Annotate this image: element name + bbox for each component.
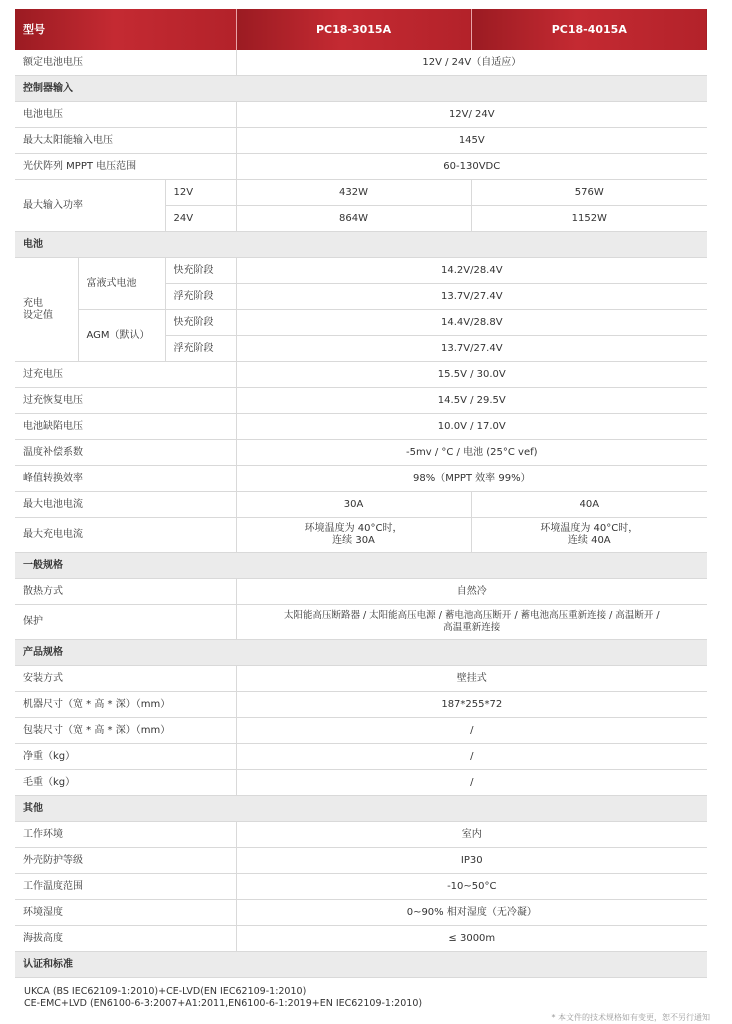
row-value: ≤ 3000m bbox=[236, 926, 707, 952]
table-row bbox=[15, 926, 707, 952]
model-col-1: PC18-3015A bbox=[236, 9, 471, 50]
row-label: 安装方式 bbox=[15, 666, 236, 692]
table-row bbox=[15, 666, 707, 692]
row-value: / bbox=[236, 744, 707, 770]
section-title: 认证和标准 bbox=[15, 952, 707, 978]
stage-label: 快充阶段 bbox=[165, 258, 236, 284]
row-sublabel: 24V bbox=[165, 206, 236, 232]
section-title: 其他 bbox=[15, 796, 707, 822]
row-label: 峰值转换效率 bbox=[15, 466, 236, 492]
spec-sheet bbox=[15, 9, 707, 978]
row-label: 温度补偿系数 bbox=[15, 440, 236, 466]
row-label: 过充电压 bbox=[15, 362, 236, 388]
stage-label: 快充阶段 bbox=[165, 310, 236, 336]
row-label: 海拔高度 bbox=[15, 926, 236, 952]
row-value: 12V/ 24V bbox=[236, 102, 707, 128]
model-col-2: PC18-4015A bbox=[471, 9, 707, 50]
section-header bbox=[15, 76, 707, 102]
section-header bbox=[15, 640, 707, 666]
row-value: 1152W bbox=[471, 206, 707, 232]
row-label: 散热方式 bbox=[15, 579, 236, 605]
section-header bbox=[15, 796, 707, 822]
row-value: 187*255*72 bbox=[236, 692, 707, 718]
row-value: 环境温度为 40°C时， 连续 30A bbox=[236, 518, 471, 553]
row-label: 外壳防护等级 bbox=[15, 848, 236, 874]
row-value: -5mv / °C / 电池 (25°C vef) bbox=[236, 440, 707, 466]
row-value: 0~90% 相对湿度（无冷凝） bbox=[236, 900, 707, 926]
section-title: 一般规格 bbox=[15, 553, 707, 579]
row-label: 环境湿度 bbox=[15, 900, 236, 926]
row-label: 包装尺寸（宽 * 高 * 深）（mm） bbox=[15, 718, 236, 744]
row-value: 60-130VDC bbox=[236, 154, 707, 180]
table-row bbox=[15, 900, 707, 926]
table-row bbox=[15, 874, 707, 900]
row-value: 432W bbox=[236, 180, 471, 206]
table-row bbox=[15, 50, 707, 76]
row-label: 额定电池电压 bbox=[15, 50, 236, 76]
table-row bbox=[15, 128, 707, 154]
row-label: 过充恢复电压 bbox=[15, 388, 236, 414]
row-value: 13.7V/27.4V bbox=[236, 284, 707, 310]
stage-label: 浮充阶段 bbox=[165, 284, 236, 310]
row-label: 最大充电电流 bbox=[15, 518, 236, 553]
row-value: 15.5V / 30.0V bbox=[236, 362, 707, 388]
table-row bbox=[15, 154, 707, 180]
table-row bbox=[15, 579, 707, 605]
spec-table bbox=[15, 9, 707, 978]
table-row bbox=[15, 744, 707, 770]
battery-type-label: 富液式电池 bbox=[78, 258, 165, 310]
table-row bbox=[15, 180, 707, 206]
table-row bbox=[15, 518, 707, 553]
row-value: 环境温度为 40°C时， 连续 40A bbox=[471, 518, 707, 553]
battery-type-label: AGM（默认） bbox=[78, 310, 165, 362]
table-row bbox=[15, 362, 707, 388]
row-value: 14.2V/28.4V bbox=[236, 258, 707, 284]
row-value: 自然冷 bbox=[236, 579, 707, 605]
table-row bbox=[15, 102, 707, 128]
row-value: 14.4V/28.8V bbox=[236, 310, 707, 336]
section-title: 产品规格 bbox=[15, 640, 707, 666]
table-row bbox=[15, 414, 707, 440]
row-value: 576W bbox=[471, 180, 707, 206]
table-row bbox=[15, 692, 707, 718]
row-value: IP30 bbox=[236, 848, 707, 874]
cert-line: UKCA (BS IEC62109-1:2010)+CE-LVD(EN IEC62109-1:2010) bbox=[24, 986, 307, 997]
row-value: 145V bbox=[236, 128, 707, 154]
footnote: * 本文件的技术规格如有变更，恕不另行通知 bbox=[551, 1013, 710, 1022]
row-value: 864W bbox=[236, 206, 471, 232]
row-value: 12V / 24V（自适应） bbox=[236, 50, 707, 76]
row-value: 30A bbox=[236, 492, 471, 518]
table-row bbox=[15, 718, 707, 744]
table-row bbox=[15, 310, 707, 336]
row-sublabel: 12V bbox=[165, 180, 236, 206]
table-row bbox=[15, 388, 707, 414]
table-row bbox=[15, 492, 707, 518]
row-value: / bbox=[236, 718, 707, 744]
row-value: / bbox=[236, 770, 707, 796]
table-row bbox=[15, 258, 707, 284]
row-label: 工作环境 bbox=[15, 822, 236, 848]
section-header bbox=[15, 952, 707, 978]
charge-label: 充电 设定值 bbox=[15, 258, 78, 362]
row-value: 13.7V/27.4V bbox=[236, 336, 707, 362]
table-row bbox=[15, 466, 707, 492]
section-title: 电池 bbox=[15, 232, 707, 258]
row-value: 14.5V / 29.5V bbox=[236, 388, 707, 414]
table-row bbox=[15, 848, 707, 874]
table-row bbox=[15, 822, 707, 848]
row-value: -10~50°C bbox=[236, 874, 707, 900]
table-row bbox=[15, 605, 707, 640]
row-value: 98%（MPPT 效率 99%） bbox=[236, 466, 707, 492]
row-label: 净重（kg） bbox=[15, 744, 236, 770]
section-header bbox=[15, 232, 707, 258]
row-label: 工作温度范围 bbox=[15, 874, 236, 900]
row-label: 毛重（kg） bbox=[15, 770, 236, 796]
table-row bbox=[15, 440, 707, 466]
row-label: 电池电压 bbox=[15, 102, 236, 128]
row-label: 最大电池电流 bbox=[15, 492, 236, 518]
row-value: 壁挂式 bbox=[236, 666, 707, 692]
row-label: 电池缺陷电压 bbox=[15, 414, 236, 440]
row-label: 最大太阳能输入电压 bbox=[15, 128, 236, 154]
section-header bbox=[15, 553, 707, 579]
stage-label: 浮充阶段 bbox=[165, 336, 236, 362]
row-value: 40A bbox=[471, 492, 707, 518]
row-label: 最大输入功率 bbox=[15, 180, 165, 232]
row-value: 室内 bbox=[236, 822, 707, 848]
row-value: 10.0V / 17.0V bbox=[236, 414, 707, 440]
row-label: 机器尺寸（宽 * 高 * 深）（mm） bbox=[15, 692, 236, 718]
row-label: 光伏阵列 MPPT 电压范围 bbox=[15, 154, 236, 180]
row-value: 太阳能高压断路器 / 太阳能高压电源 / 蓄电池高压断开 / 蓄电池高压重新连接 / 高温断开 / 高温重新连接 bbox=[236, 605, 707, 640]
table-row bbox=[15, 770, 707, 796]
table-header bbox=[15, 9, 707, 50]
row-label: 保护 bbox=[15, 605, 236, 640]
model-label: 型号 bbox=[15, 9, 236, 50]
section-title: 控制器输入 bbox=[15, 76, 707, 102]
cert-line: CE-EMC+LVD (EN6100-6-3:2007+A1:2011,EN6100-6-1:2019+EN IEC62109-1:2010) bbox=[24, 998, 423, 1009]
certifications bbox=[24, 986, 422, 1010]
